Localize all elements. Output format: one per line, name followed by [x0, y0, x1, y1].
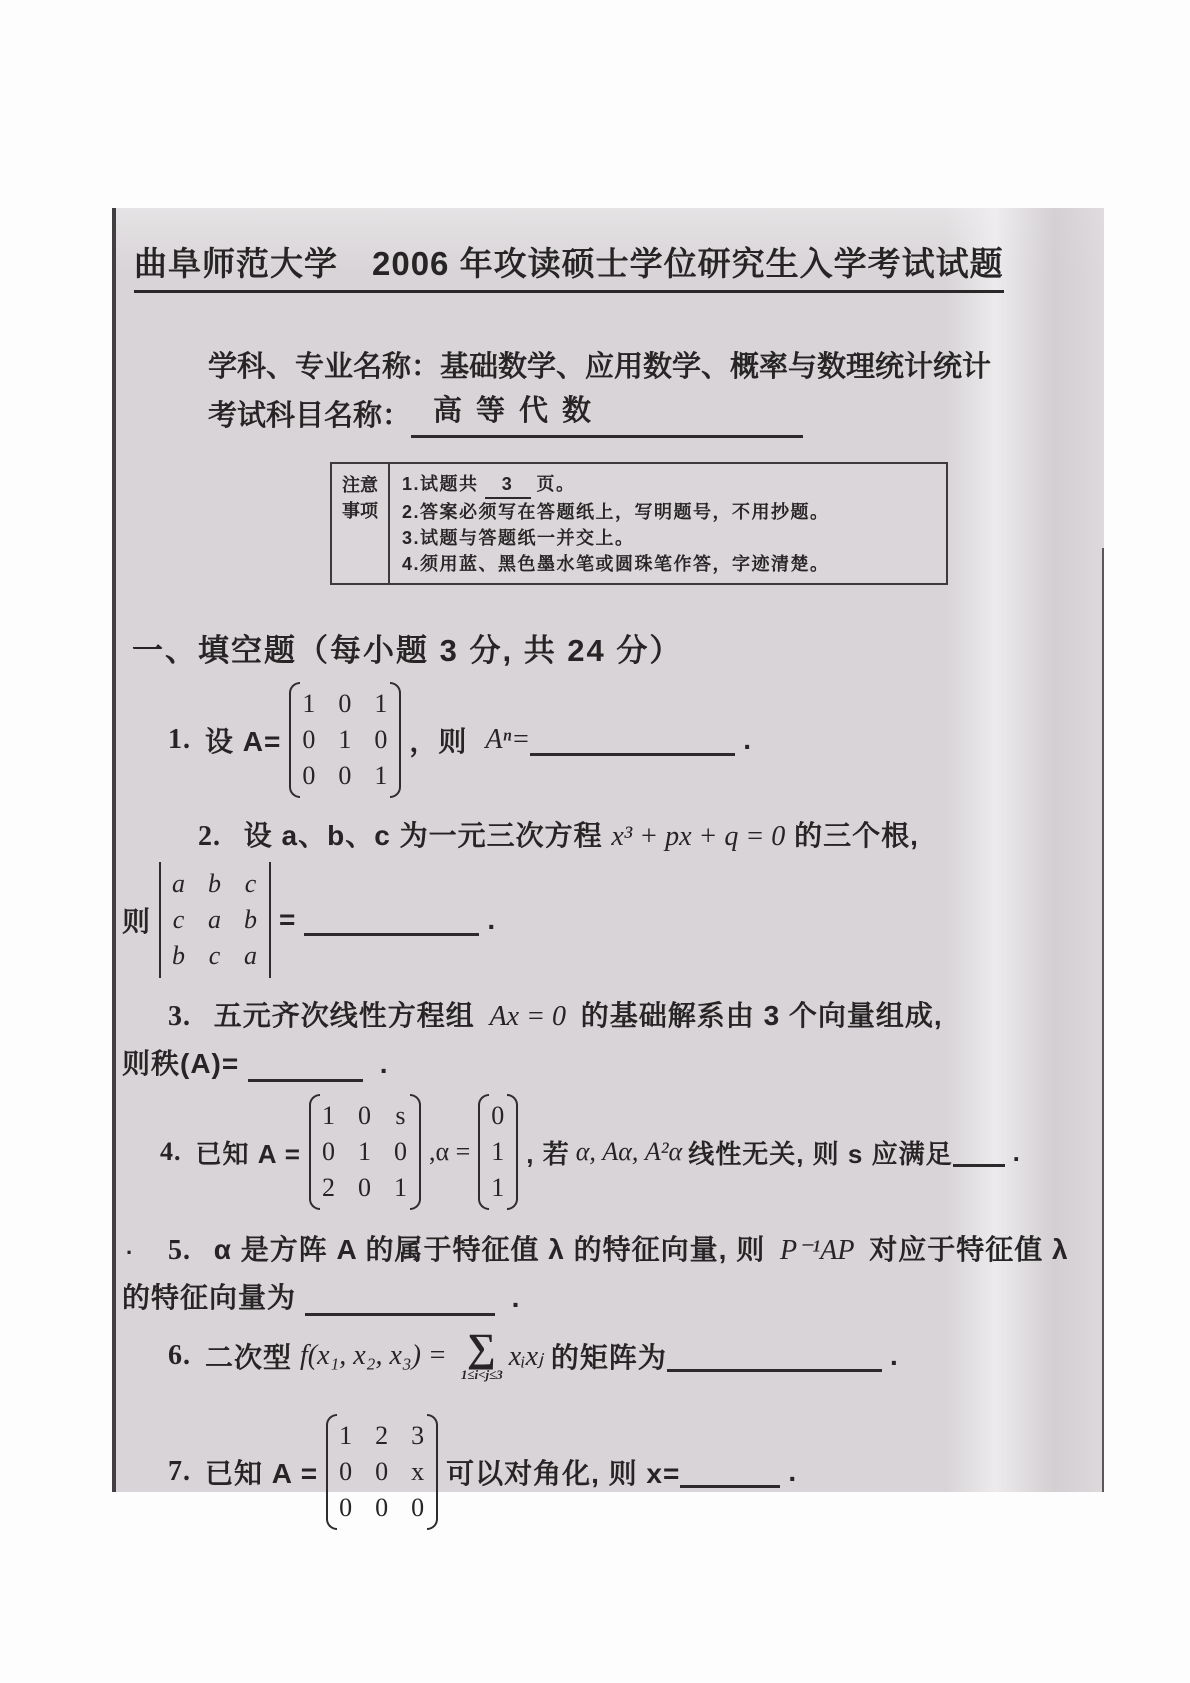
matrix-a-q4: 1 0 s 0 1 0 2 0 1	[309, 1092, 421, 1212]
question-5-post: 对应于特征值 λ	[869, 1234, 1069, 1265]
answer-blank-q1	[530, 724, 735, 756]
question-2-line1	[198, 814, 1104, 854]
exam-paper-page	[112, 208, 1104, 1522]
notice-box	[330, 462, 948, 585]
question-5-line2-text: 的特征向量为	[122, 1282, 297, 1313]
question-7-period: .	[788, 1456, 798, 1487]
notice-items	[390, 464, 840, 583]
stray-ink-mark: ·	[126, 1240, 134, 1265]
question-5-line2	[122, 1276, 1104, 1316]
notice-item-2: 2.答案必须写在答题纸上，写明题号，不用抄题。	[402, 502, 830, 522]
question-5-number: 5.	[168, 1235, 191, 1266]
answer-blank-q5	[305, 1284, 495, 1316]
notice-item-3: 3.试题与答题纸一并交上。	[402, 528, 635, 548]
question-3-number: 3.	[168, 1001, 191, 1032]
question-2-line2	[122, 860, 1104, 980]
notice-item-1-post: 页。	[536, 474, 576, 494]
page-title: 曲阜师范大学 2006 年攻读硕士学位研究生入学考试试题	[134, 238, 1004, 293]
course-line	[208, 389, 1104, 438]
question-3-equation: Ax = 0	[489, 1001, 567, 1032]
question-2-pre: 设 a、b、c 为一元三次方程	[243, 820, 603, 851]
question-2-number: 2.	[198, 821, 221, 852]
notice-page-count: 3	[485, 471, 531, 499]
section-heading: 一、填空题（每小题 3 分, 共 24 分）	[132, 633, 683, 668]
question-6-fx: f(x₁, x₂, x₃) =	[300, 1340, 447, 1371]
question-4-vectors: α, Aα, A²α	[575, 1137, 683, 1166]
question-6-number: 6.	[168, 1340, 191, 1371]
question-3-pre: 五元齐次线性方程组	[213, 1000, 475, 1031]
course-label: 考试科目名称：	[208, 400, 412, 432]
determinant-q2: a b c c a b b c a	[159, 860, 271, 980]
question-6-pre: 二次型	[205, 1342, 293, 1373]
question-4-post2: 线性无关, 则 s 应满足	[688, 1138, 953, 1169]
matrix-a-q1: 1 0 1 0 1 0 0 0 1	[289, 680, 401, 800]
answer-blank-q4	[953, 1137, 1005, 1167]
question-1	[168, 680, 1104, 800]
notice-item-4: 4.须用蓝、黑色墨水笔或圆珠笔作答，字迹清楚。	[402, 554, 830, 574]
subject-value: 基础数学、应用数学、概率与数理统计统计	[440, 351, 992, 383]
question-4-post1: , 若	[526, 1138, 570, 1169]
question-3-rank: 则秩(A)=	[122, 1048, 240, 1079]
question-2-post: 的三个根,	[794, 820, 919, 851]
subject-label: 学科、专业名称：	[208, 351, 441, 383]
question-6-period: .	[889, 1340, 899, 1371]
answer-blank-q3	[248, 1050, 363, 1082]
question-3-line2	[122, 1042, 1104, 1082]
notice-item-1-pre: 1.试题共	[402, 474, 479, 494]
question-7-post: 可以对角化, 则 x=	[446, 1458, 681, 1489]
title-wrap	[134, 238, 1088, 293]
question-3-period: .	[379, 1048, 389, 1079]
question-2-then: 则	[122, 906, 152, 937]
question-5-pre: α 是方阵 A 的属于特征值 λ 的特征向量, 则	[213, 1234, 766, 1265]
subject-line	[208, 345, 1104, 389]
vector-alpha-q4: 0 1 1	[478, 1092, 518, 1212]
question-4-alpha: ,α =	[428, 1137, 471, 1166]
question-5-line1	[168, 1228, 1104, 1268]
question-4-pre: 已知 A =	[195, 1138, 301, 1169]
question-2-equation: x³ + px + q = 0	[611, 821, 786, 852]
question-4-period: .	[1012, 1136, 1021, 1167]
question-6	[168, 1325, 1104, 1382]
exam-info	[208, 345, 1104, 438]
answer-blank-q7	[680, 1456, 780, 1488]
question-6-post: 的矩阵为	[550, 1342, 667, 1373]
question-7	[168, 1412, 1104, 1532]
course-value: 高等代数	[411, 389, 803, 438]
question-1-number: 1.	[168, 724, 191, 755]
question-3-post: 的基础解系由 3 个向量组成,	[580, 1000, 943, 1031]
matrix-a-q7: 1 2 3 0 0 x 0 0 0	[326, 1412, 438, 1532]
sigma-limits: 1≤i<j≤3	[460, 1367, 503, 1382]
question-4-number: 4.	[160, 1137, 182, 1166]
answer-blank-q2	[304, 904, 479, 936]
question-1-expr: Aⁿ=	[485, 724, 531, 755]
summation-q6	[460, 1325, 503, 1382]
question-1-mid: ，则	[409, 726, 468, 757]
question-7-number: 7.	[168, 1456, 191, 1487]
question-1-period: .	[743, 724, 752, 755]
question-2-eq: =	[279, 904, 297, 935]
question-5-pap: P⁻¹AP	[780, 1235, 855, 1266]
question-6-expr: xᵢxⱼ	[508, 1341, 543, 1372]
notice-side-label: 注意事项	[332, 464, 390, 583]
notice-item-1	[402, 471, 830, 499]
question-2-period: .	[487, 904, 497, 935]
answer-blank-q6	[667, 1340, 882, 1372]
question-3-line1	[168, 994, 1104, 1034]
sigma-symbol: ∑	[467, 1325, 497, 1370]
question-1-pre: 设 A=	[205, 726, 282, 757]
question-7-pre: 已知 A =	[205, 1458, 319, 1489]
question-5-period: .	[511, 1282, 521, 1313]
question-4	[160, 1092, 1104, 1212]
